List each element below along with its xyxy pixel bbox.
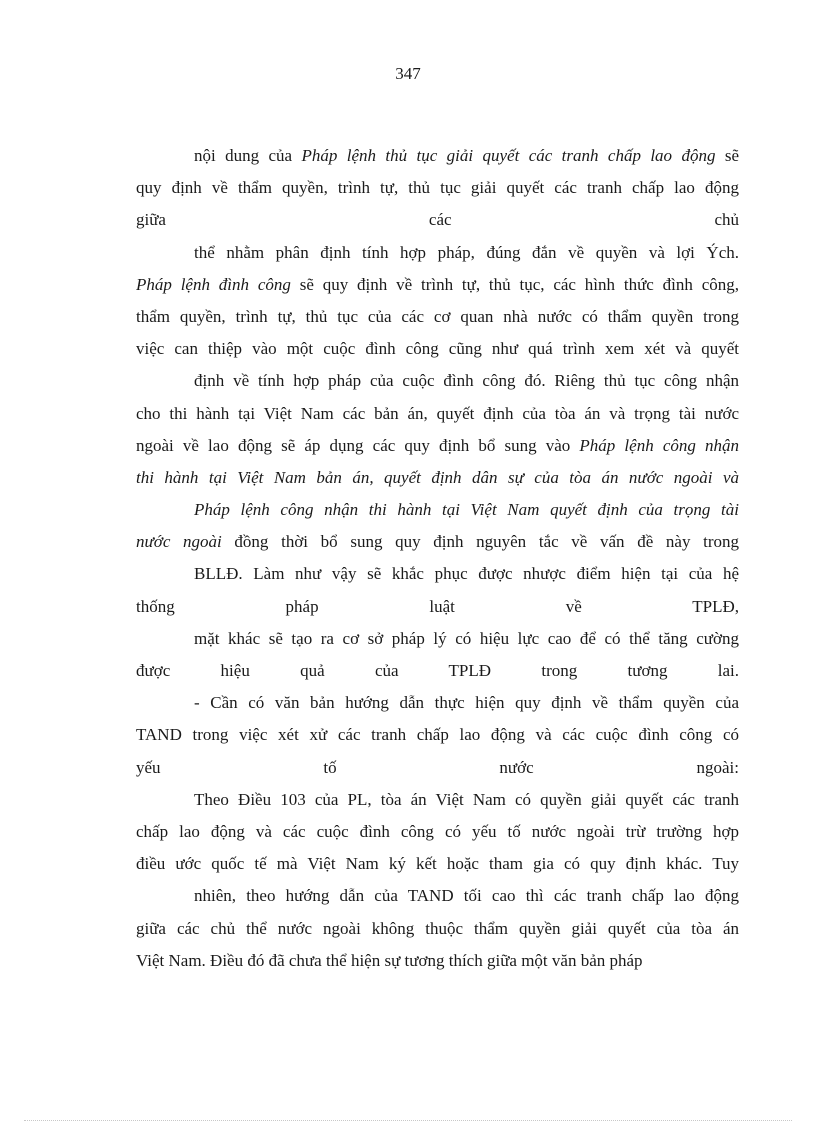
text-line <box>136 719 739 751</box>
page-bottom-divider <box>24 1120 792 1121</box>
text-line <box>136 623 739 655</box>
text-line <box>136 333 739 365</box>
text-segment: được hiệu quả của TPLĐ trong tương lai. <box>136 661 739 680</box>
text-segment: đồng thời bổ sung quy định nguyên tắc về vấn đề này trong <box>221 532 739 552</box>
text-line <box>136 462 739 494</box>
page-number: 347 <box>395 64 421 83</box>
text-segment: mặt khác sẽ tạo ra cơ sở pháp lý có hiệu lực cao để có thể tăng cường <box>194 628 739 648</box>
text-line <box>136 269 739 301</box>
text-segment: nội dung của <box>194 146 302 165</box>
text-segment: sẽ quy định về trình tự, thủ tục, các hình thức đình công, <box>290 274 739 294</box>
text-line <box>136 687 739 719</box>
text-segment: cho thi hành tại Việt Nam các bản án, quyết định của tòa án và trọng tài nước <box>136 403 739 423</box>
text-segment: định về tính hợp pháp của cuộc đình công đó. Riêng thủ tục công nhận <box>194 371 739 391</box>
text-line <box>136 430 739 462</box>
italic-text-segment: nước ngoài <box>136 532 222 552</box>
text-segment: thống pháp luật về TPLĐ, <box>136 596 739 616</box>
text-segment: TAND trong việc xét xử các tranh chấp lao động và các cuộc đình công có <box>136 725 739 745</box>
text-segment: - Cần có văn bản hướng dẫn thực hiện quy định về thẩm quyền của <box>194 693 739 713</box>
text-segment: giữa các chủ <box>136 210 739 230</box>
text-line <box>136 398 739 430</box>
text-line <box>136 172 739 204</box>
italic-text-segment: Pháp lệnh đình công <box>136 274 291 294</box>
text-line <box>136 237 739 269</box>
text-segment: ngoài về lao động sẽ áp dụng các quy định bổ sung vào <box>136 435 580 455</box>
text-segment: quy định về thẩm quyền, trình tự, thủ tục giải quyết các tranh chấp lao động <box>136 178 739 198</box>
italic-text-segment: thi hành tại Việt Nam bản án, quyết định dân sự của tòa án nước ngoài và <box>136 467 739 487</box>
italic-text-segment: Pháp lệnh thủ tục giải quyết các tranh chấp lao động <box>301 146 716 165</box>
text-line <box>136 784 739 816</box>
text-segment: BLLĐ. Làm như vậy sẽ khắc phục được nhược điểm hiện tại của hệ <box>194 564 739 584</box>
text-line <box>136 365 739 397</box>
text-segment: Theo Điều 103 của PL, tòa án Việt Nam có quyền giải quyết các tranh <box>194 789 739 809</box>
text-line <box>136 848 739 880</box>
text-segment: điều ước quốc tế mà Việt Nam ký kết hoặc tham gia có quy định khác. Tuy <box>136 854 739 874</box>
text-segment: yếu tố nước ngoài: <box>136 757 739 777</box>
text-line <box>136 816 739 848</box>
text-segment: nhiên, theo hướng dẫn của TAND tối cao thì các tranh chấp lao động <box>194 886 739 906</box>
text-line <box>136 526 739 558</box>
italic-text-segment: Pháp lệnh công nhận <box>579 435 739 455</box>
text-segment: sẽ <box>715 146 739 165</box>
text-line <box>136 945 739 977</box>
text-line <box>136 558 739 590</box>
text-line <box>136 494 739 526</box>
text-line <box>136 591 739 623</box>
text-line <box>136 913 739 945</box>
text-segment: việc can thiệp vào một cuộc đình công cũng như quá trình xem xét và quyết <box>136 339 739 359</box>
text-line <box>136 204 739 236</box>
document-body <box>136 140 739 977</box>
text-line <box>136 752 739 784</box>
italic-text-segment: Pháp lệnh công nhận thi hành tại Việt Nam quyết định của trọng tài <box>194 500 739 520</box>
text-segment: thể nhằm phân định tính hợp pháp, đúng đắn về quyền và lợi Ých. <box>194 242 739 262</box>
text-line <box>136 140 739 172</box>
text-segment: giữa các chủ thể nước ngoài không thuộc thẩm quyền giải quyết của tòa án <box>136 918 739 938</box>
text-line <box>136 301 739 333</box>
text-segment: Việt Nam. Điều đó đã chưa thể hiện sự tương thích giữa một văn bản pháp <box>136 950 643 970</box>
text-line <box>136 880 739 912</box>
text-line <box>136 655 739 687</box>
text-segment: chấp lao động và các cuộc đình công có yếu tố nước ngoài trừ trường hợp <box>136 821 739 841</box>
text-segment: thẩm quyền, trình tự, thủ tục của các cơ quan nhà nước có thẩm quyền trong <box>136 306 739 326</box>
